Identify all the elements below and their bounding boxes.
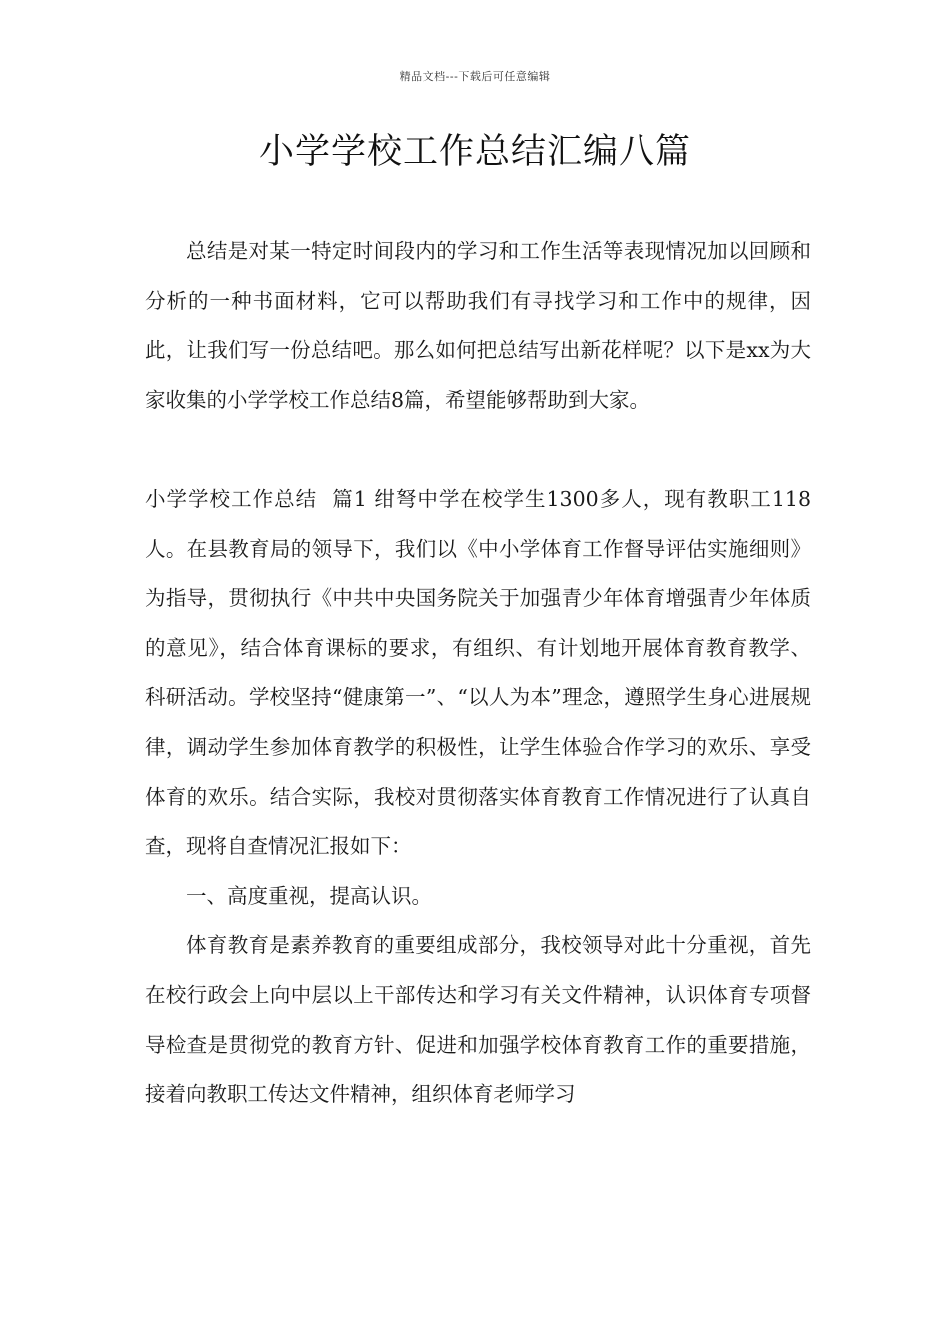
paragraph-2: 体育教育是素养教育的重要组成部分，我校领导对此十分重视，首先在校行政会上向中层以上干部传达和学习有关文件精神，认识体育专项督导检查是贯彻党的教育方针、促进和加强学校体育教育工作的重要措施，接着向教职工传达文件精神，组织体育老师学习 [145,933,811,1107]
section-1-paragraph [145,475,811,872]
document-title: 小学学校工作总结汇编八篇 [258,132,691,172]
document-body [145,227,811,1120]
paragraph-gap [145,425,811,475]
intro-paragraph: 总结是对某一特定时间段内的学习和工作生活等表现情况加以回顾和分析的一种书面材料，它可以帮助我们有寻找学习和工作中的规律，因此，让我们写一份总结吧。那么如何把总结写出新花样呢？以下是xx为大家收集的小学学校工作总结8篇，希望能够帮助到大家。 [145,239,811,412]
heading-1: 一、高度重视，提高认识。 [186,883,432,908]
header-note: 精品文档---下载后可任意编辑 [399,70,551,83]
section-1-label: 小学学校工作总结 篇1 [145,486,367,511]
section-1-text: 绀弩中学在校学生1300多人，现有教职工118人。在县教育局的领导下，我们以《中小学体育工作督导评估实施细则》为指导，贯彻执行《中共中央国务院关于加强青少年体育增强青少年体质的意见》，结合体育课标的要求，有组织、有计划地开展体育教育教学、科研活动。学校坚持“健康第一”、“以人为本”理念，遵照学生身心进展规律，调动学生参加体育教学的积极性，让学生体验合作学习的欢乐、享受体育的欢乐。结合实际，我校对贯彻落实体育教育工作情况进行了认真自查，现将自查情况汇报如下： [145,486,811,859]
